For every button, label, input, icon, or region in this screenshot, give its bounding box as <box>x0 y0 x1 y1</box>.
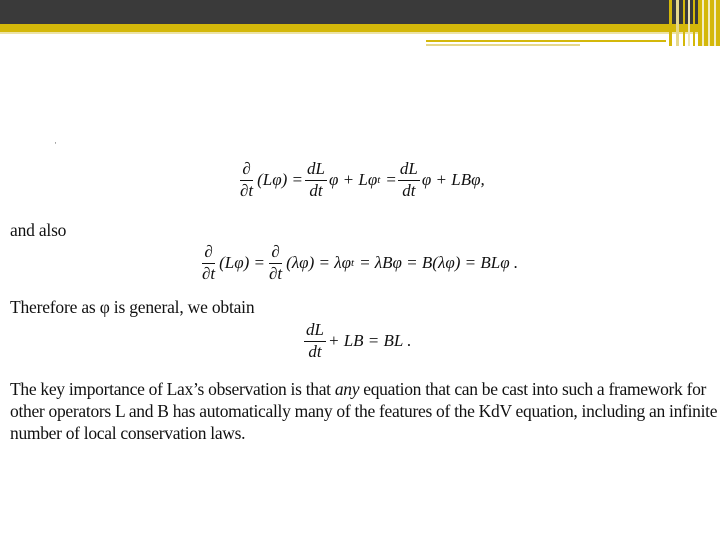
fraction-numerator: dL <box>398 160 420 181</box>
paragraph-line-1 <box>10 378 712 400</box>
equation-3 <box>302 321 412 361</box>
paragraph-text: equation that can be cast into such a framework for <box>359 379 707 399</box>
fraction-denominator: dt <box>309 180 323 200</box>
paragraph-text: The key importance of Lax’s observation is that <box>10 379 335 399</box>
total-derivative <box>304 321 326 361</box>
body-paragraph <box>10 378 718 444</box>
fraction-numerator: dL <box>304 321 326 342</box>
equation-term: φ + LBφ, <box>421 170 485 190</box>
bullet-dot: · <box>54 138 57 148</box>
fraction-numerator: ∂ <box>269 243 281 264</box>
fraction-numerator: dL <box>305 160 327 181</box>
fraction-denominator: dt <box>402 180 416 200</box>
paragraph-line-3: number of local conservation laws. <box>10 423 246 443</box>
fraction-denominator: ∂t <box>240 180 254 200</box>
partial-derivative <box>200 243 217 283</box>
total-derivative <box>305 160 327 200</box>
equation-subscript: t <box>351 257 355 270</box>
equation-2 <box>198 243 518 283</box>
fraction-denominator: ∂t <box>269 263 283 283</box>
fraction-numerator: ∂ <box>240 160 252 181</box>
text-and-also: and also <box>10 220 67 240</box>
text-therefore: Therefore as φ is general, we obtain <box>10 297 255 317</box>
equation-1 <box>236 160 485 200</box>
equation-term: (Lφ) = <box>219 253 266 273</box>
total-derivative <box>398 160 420 200</box>
equation-term: (Lφ) = <box>257 170 304 190</box>
equation-term: φ + Lφ <box>329 170 378 190</box>
fraction-denominator: dt <box>308 341 322 361</box>
fraction-numerator: ∂ <box>202 243 214 264</box>
equation-term: = λBφ = B(λφ) = BLφ . <box>359 253 519 273</box>
emphasis-text: any <box>334 379 360 399</box>
equation-subscript: t <box>377 174 381 187</box>
partial-derivative <box>238 160 255 200</box>
fraction-denominator: ∂t <box>202 263 216 283</box>
paragraph-line-2: other operators L and B has automatically many of the features of the KdV equation, including an infinite <box>10 401 718 421</box>
partial-derivative <box>267 243 284 283</box>
equation-term: (λφ) = λφ <box>286 253 351 273</box>
equation-term: + LB = BL . <box>327 331 412 351</box>
equation-term: = <box>386 170 396 190</box>
